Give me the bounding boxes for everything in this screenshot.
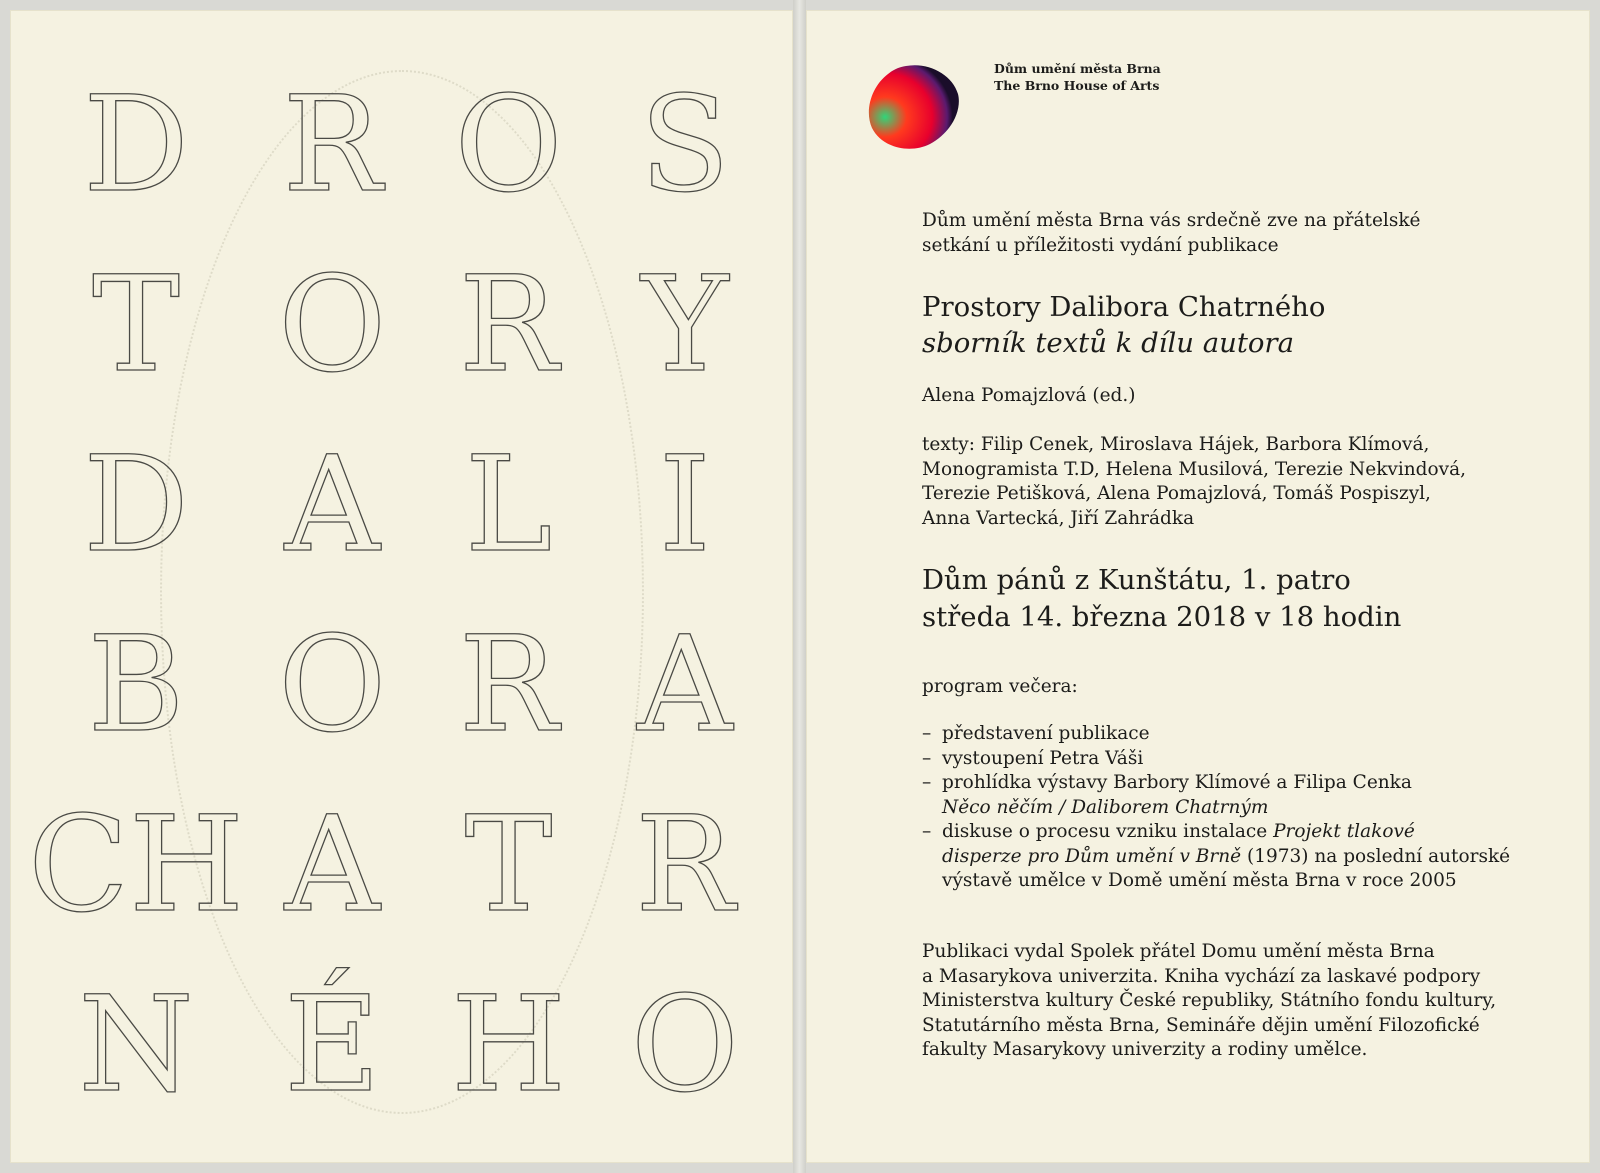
big-letter: R — [458, 248, 559, 402]
authors-line: Terezie Petišková, Alena Pomajzlová, Tomáš Pospiszyl, — [922, 483, 1431, 504]
authors-line: Anna Vartecká, Jiří Zahrádka — [922, 507, 1195, 529]
program-text: představení publikace — [942, 723, 1150, 744]
program-heading: program večera: — [922, 676, 1078, 697]
big-letter: A — [284, 788, 380, 942]
date-line: středa 14. března 2018 v 18 hodin — [922, 601, 1402, 633]
big-letter: D — [83, 68, 189, 222]
footer-line: Ministerstva kultury České republiky, Státního fondu kultury, — [922, 990, 1497, 1011]
program-list — [922, 722, 1562, 894]
big-letter: T — [92, 248, 181, 402]
title-line: Prostory Dalibora Chatrného — [922, 291, 1326, 323]
cover-panel — [10, 10, 793, 1163]
venue-line: Dům pánů z Kunštátu, 1. patro — [922, 564, 1351, 596]
big-letter: R — [635, 788, 735, 942]
program-dash: – — [922, 821, 932, 842]
editor-line: Alena Pomajzlová (ed.) — [922, 385, 1136, 406]
big-letter: I — [658, 428, 711, 582]
footer-line: Publikaci vydal Spolek přátel Domu umění města Brna — [922, 941, 1435, 962]
big-letter: R — [282, 68, 382, 222]
program-line — [942, 820, 1562, 845]
house-of-arts-logo-icon — [866, 62, 960, 150]
program-text: výstavě umělce v Domě umění města Brna v roce 2005 — [942, 870, 1457, 891]
big-letter: T — [464, 788, 553, 942]
installation-title: Projekt tlakové — [1273, 821, 1415, 842]
big-letter: D — [83, 428, 189, 582]
authors-line: texty: Filip Cenek, Miroslava Hájek, Barbora Klímová, — [922, 434, 1430, 455]
authors-line: Monogramista T.D, Helena Musilová, Terezie Nekvindová, — [922, 458, 1467, 480]
big-letter: Y — [641, 248, 729, 402]
publication-title — [922, 289, 1562, 361]
intro-line: setkání u příležitosti vydání publikace — [922, 235, 1279, 256]
program-line — [942, 845, 1562, 870]
program-text: prohlídka výstavy Barbory Klímové a Filipa Cenka — [942, 772, 1412, 793]
org-name-en: The Brno House of Arts — [994, 78, 1160, 93]
program-item — [922, 820, 1562, 894]
program-item — [922, 722, 1562, 747]
program-dash: – — [922, 723, 932, 744]
installation-title: disperze pro Dům umění v Brně — [942, 845, 1242, 867]
footer-line: fakulty Masarykovy univerzity a rodiny umělce. — [922, 1039, 1368, 1060]
big-letter: H — [450, 968, 567, 1122]
invitation-panel — [806, 10, 1590, 1163]
big-letter: O — [278, 248, 387, 402]
big-letter: O — [278, 608, 387, 762]
intro-line: Dům umění města Brna vás srdečně zve na přátelské — [922, 210, 1421, 231]
footer-line: a Masarykova univerzita. Kniha vychází za laskavé podpory — [922, 965, 1481, 987]
program-item — [922, 747, 1562, 772]
publisher-note — [922, 940, 1562, 1063]
card-fold — [793, 0, 806, 1173]
exhibition-title: Něco něčím / Daliborem Chatrným — [942, 796, 1269, 818]
program-text: (1973) na poslední autorské — [1241, 845, 1511, 867]
program-text: vystoupení Petra Váši — [942, 747, 1144, 769]
big-letter: O — [454, 68, 563, 222]
big-letter: É — [284, 968, 381, 1122]
big-letter: B — [87, 608, 185, 762]
big-letter: A — [284, 428, 380, 582]
subtitle-line: sborník textů k dílu autora — [922, 327, 1294, 359]
program-body — [942, 820, 1562, 894]
big-letter: L — [464, 428, 553, 582]
org-name-cs: Dům umění města Brna — [994, 61, 1161, 76]
program-dash: – — [922, 772, 932, 793]
program-item — [922, 771, 1562, 820]
event-venue-date — [922, 562, 1562, 636]
big-letter: S — [639, 68, 731, 222]
big-letter: N — [78, 968, 194, 1122]
program-dash: – — [922, 747, 932, 769]
invitation-intro — [922, 208, 1562, 258]
big-letter: R — [458, 608, 559, 762]
big-letter: CH — [28, 788, 245, 942]
big-letter: A — [637, 608, 733, 762]
big-letter: O — [630, 968, 739, 1122]
authors-list — [922, 433, 1562, 531]
program-body — [942, 771, 1562, 820]
org-name — [994, 60, 1161, 94]
program-text: diskuse o procesu vzniku instalace — [942, 821, 1274, 842]
footer-line: Statutárního města Brna, Semináře dějin umění Filozofické — [922, 1014, 1480, 1036]
outlined-title-letters — [28, 55, 773, 1135]
